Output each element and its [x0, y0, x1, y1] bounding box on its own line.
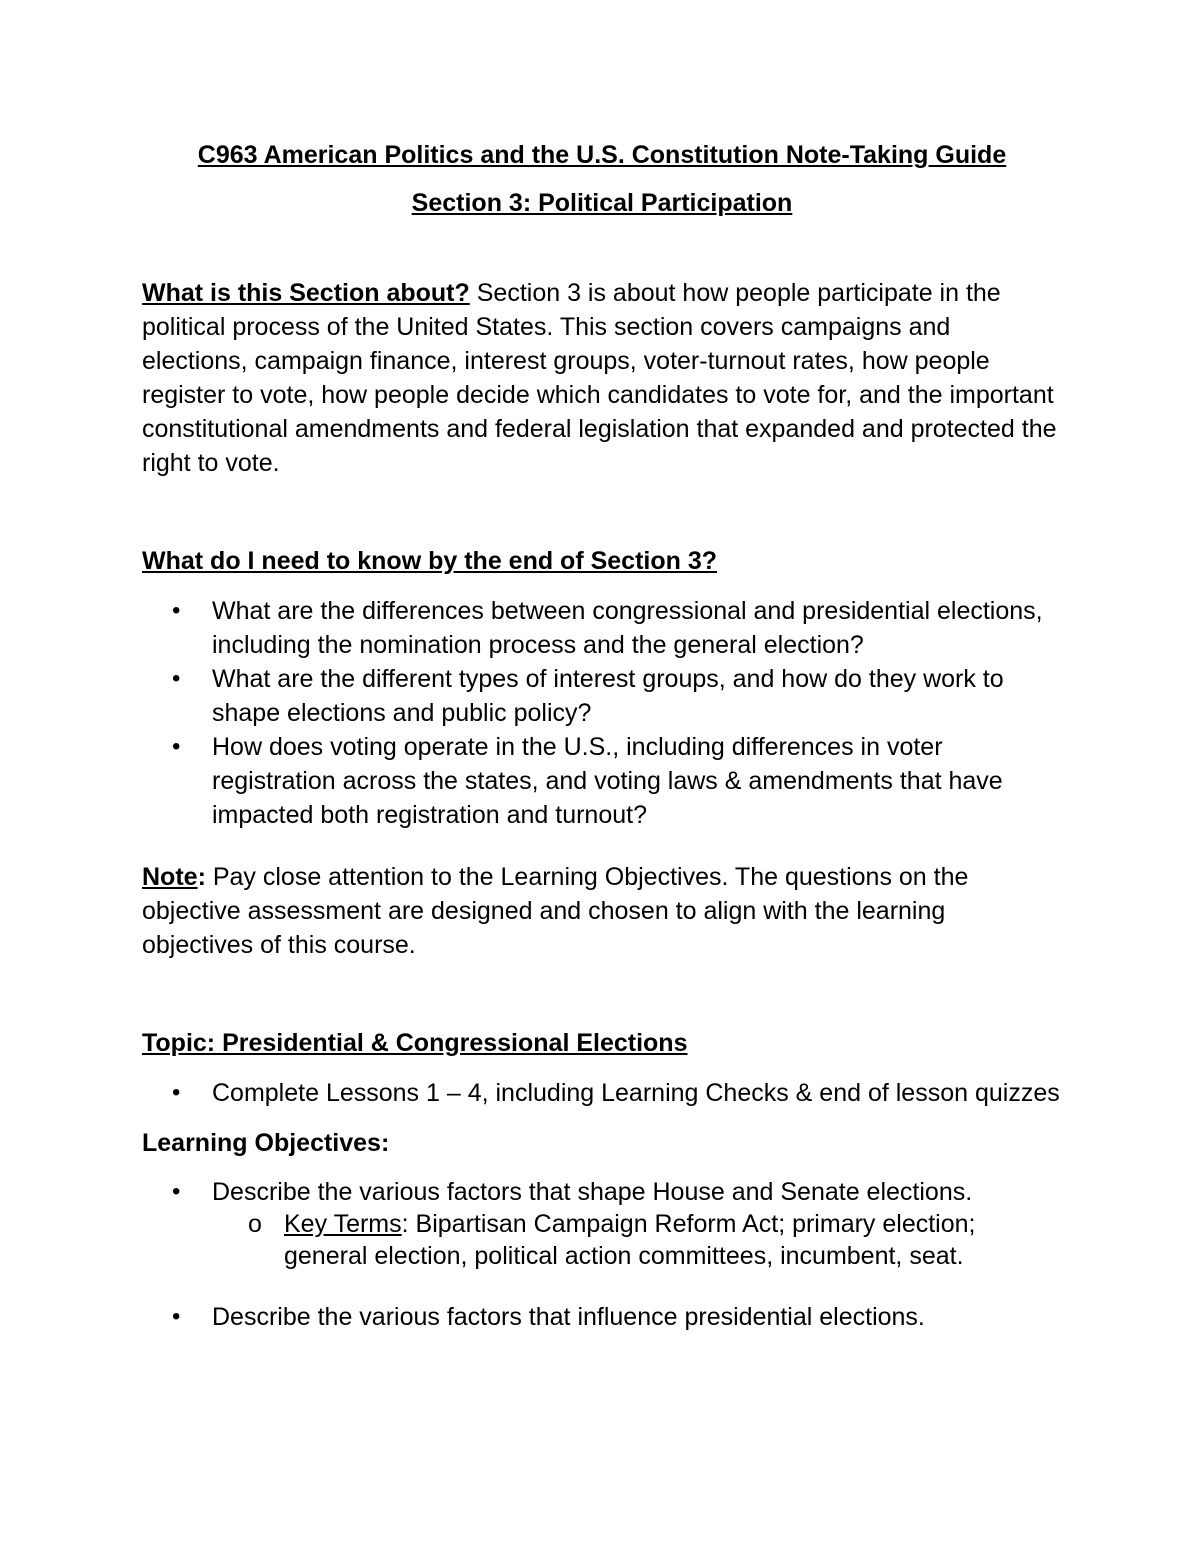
key-terms-label: Key Terms: [284, 1210, 402, 1238]
about-text: Section 3 is about how people participate in the political process of the United States. This section covers campaigns and elections, campaign finance, interest groups, voter-turnout rates, how people register to vote, how people decide which candidates to vote for, and the important constitutional amendments and federal legislation that expanded and protected the right to vote.: [142, 279, 1057, 477]
hollow-bullet-icon: o: [248, 1210, 262, 1238]
about-paragraph: [142, 276, 1062, 480]
list-item: • How does voting operate in the U.S., including differences in voter registration across the states, and voting laws & amendments that have impacted both registration and turnout?: [142, 730, 1062, 832]
objective-text: Describe the various factors that shape House and Senate elections.: [212, 1178, 973, 1206]
topic-task-list: [142, 1076, 1062, 1110]
note-text: Pay close attention to the Learning Objectives. The questions on the objective assessment are designed and chosen to align with the learning objectives of this course.: [142, 863, 969, 959]
objective-text: Describe the various factors that influence presidential elections.: [212, 1303, 925, 1331]
list-item: • Complete Lessons 1 – 4, including Learning Checks & end of lesson quizzes: [142, 1076, 1062, 1110]
list-item: [142, 1176, 1062, 1272]
list-item: [142, 1300, 1062, 1334]
document-title: C963 American Politics and the U.S. Constitution Note-Taking Guide: [197, 141, 1007, 169]
need-to-know-heading: What do I need to know by the end of Section 3?: [142, 547, 718, 575]
key-terms-list: [212, 1208, 1062, 1272]
key-terms-item: [212, 1208, 1062, 1272]
section-title: Section 3: Political Participation: [411, 189, 793, 217]
note-paragraph: [142, 860, 1062, 962]
note-label: Note: [142, 863, 198, 891]
key-terms-text: : Bipartisan Campaign Reform Act; primary election; general election, political action committees, incumbent, seat.: [284, 1210, 976, 1270]
need-to-know-list: [142, 594, 1062, 832]
list-item: • What are the different types of interest groups, and how do they work to shape elections and public policy?: [142, 662, 1062, 730]
learning-objectives-heading: Learning Objectives:: [142, 1129, 390, 1157]
about-label: What is this Section about?: [142, 279, 470, 307]
document-page: [142, 138, 1062, 1334]
note-colon: :: [197, 863, 206, 891]
topic-heading: Topic: Presidential & Congressional Elections: [142, 1029, 688, 1057]
learning-objectives-list: [142, 1176, 1062, 1334]
list-item: • What are the differences between congressional and presidential elections, including the nomination process and the general election?: [142, 594, 1062, 662]
